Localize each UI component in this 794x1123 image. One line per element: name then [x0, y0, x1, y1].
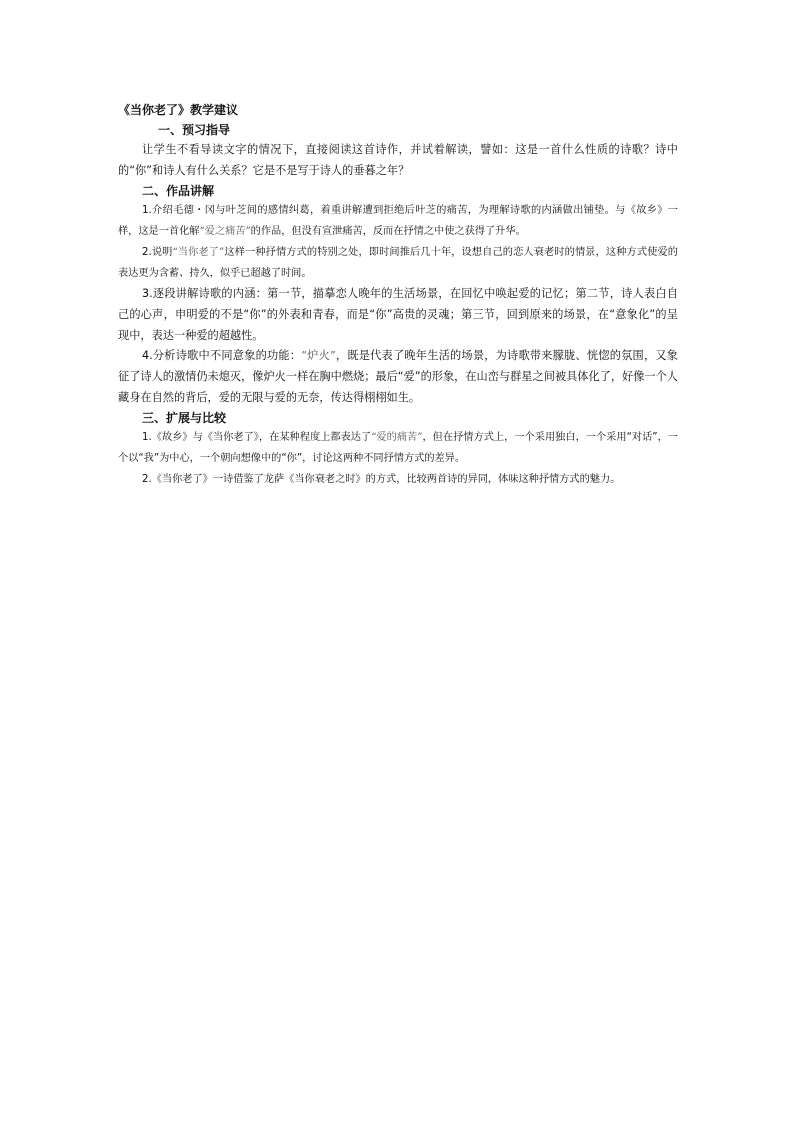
explanation-paragraph-3: 3.逐段讲解诗歌的内涵：第一节，描摹恋人晚年的生活场景，在回忆中唤起爱的记忆；第二节，诗人表白自己的心声，申明爱的不是“你”的外表和青春，而是“你”高贵的灵魂；第三节，回到原来的场景，在“意象化”的呈现中，表达一种爱的超越性。: [118, 287, 678, 342]
text-run: 这样一种抒情方式的特别之处，即时间推后几十年，设想自己的恋人衰老时的情景，这种方式使爱的表达更为含蓄、持久，似乎已超越了时间。: [118, 246, 678, 279]
explanation-paragraph-2: [118, 243, 678, 284]
extension-paragraph-2: 2.《当你老了》一诗借鉴了龙萨《当你衰老之时》的方式，比较两首诗的异同，体味这种抒情方式的魅力。: [142, 473, 621, 485]
text-run: 1.介绍毛德・冈与叶芝间的感情纠葛，着重讲解遭到拒绝后叶芝的痛苦，为理解诗歌的内涵做出铺垫。与《故乡》一样，这是一首化解: [118, 205, 678, 238]
extension-paragraph-1: [118, 428, 678, 469]
section-heading-extension: 三、扩展与比较: [142, 411, 227, 426]
document-title: 《当你老了》教学建议: [118, 103, 239, 117]
explanation-paragraph-1: [118, 201, 678, 242]
quoted-phrase: “炉火”: [301, 349, 336, 363]
quoted-phrase: “当你老了”: [172, 246, 225, 258]
section-heading-explanation: 二、作品讲解: [142, 184, 215, 199]
quoted-phrase: “爱之痛苦”: [199, 226, 251, 238]
text-run: ，既是代表了晚年生活的场景，为诗歌带来朦胧、恍惚的氛围，又象征了诗人的激情仍未熄灭，像炉火一样在胸中燃烧；最后“爱”的形象，在山峦与群星之间被具体化了，好像一个人藏身在自然的背后，爱的无限与爱的无奈，传达得栩栩如生。: [118, 349, 678, 404]
quoted-phrase: “爱的痛苦”: [371, 432, 423, 444]
text-run: 4.分析诗歌中不同意象的功能：: [142, 349, 302, 363]
text-run: 2.说明: [142, 246, 173, 258]
text-run: 的作品，但没有宣泄痛苦，反而在抒情之中使之获得了升华。: [250, 226, 526, 238]
document-page: [118, 100, 678, 491]
text-run: ，但在抒情方式上，一个采用独白，一个采用“对话”，一个以“我”为中心，一个朝向想像中的“你”，讨论这两种不同抒情方式的差异。: [118, 432, 678, 465]
section-heading-preview: 一、预习指导: [158, 123, 231, 137]
section-preview-paragraph: 让学生不看导读文字的情况下，直接阅读这首诗作，并试着解读，譬如：这是一首什么性质的诗歌？诗中的“你”和诗人有什么关系？它是不是写于诗人的垂暮之年？: [118, 143, 678, 177]
text-run: 1.《故乡》与《当你老了》，在某种程度上都表达了: [142, 432, 372, 444]
explanation-paragraph-4: [118, 346, 678, 408]
